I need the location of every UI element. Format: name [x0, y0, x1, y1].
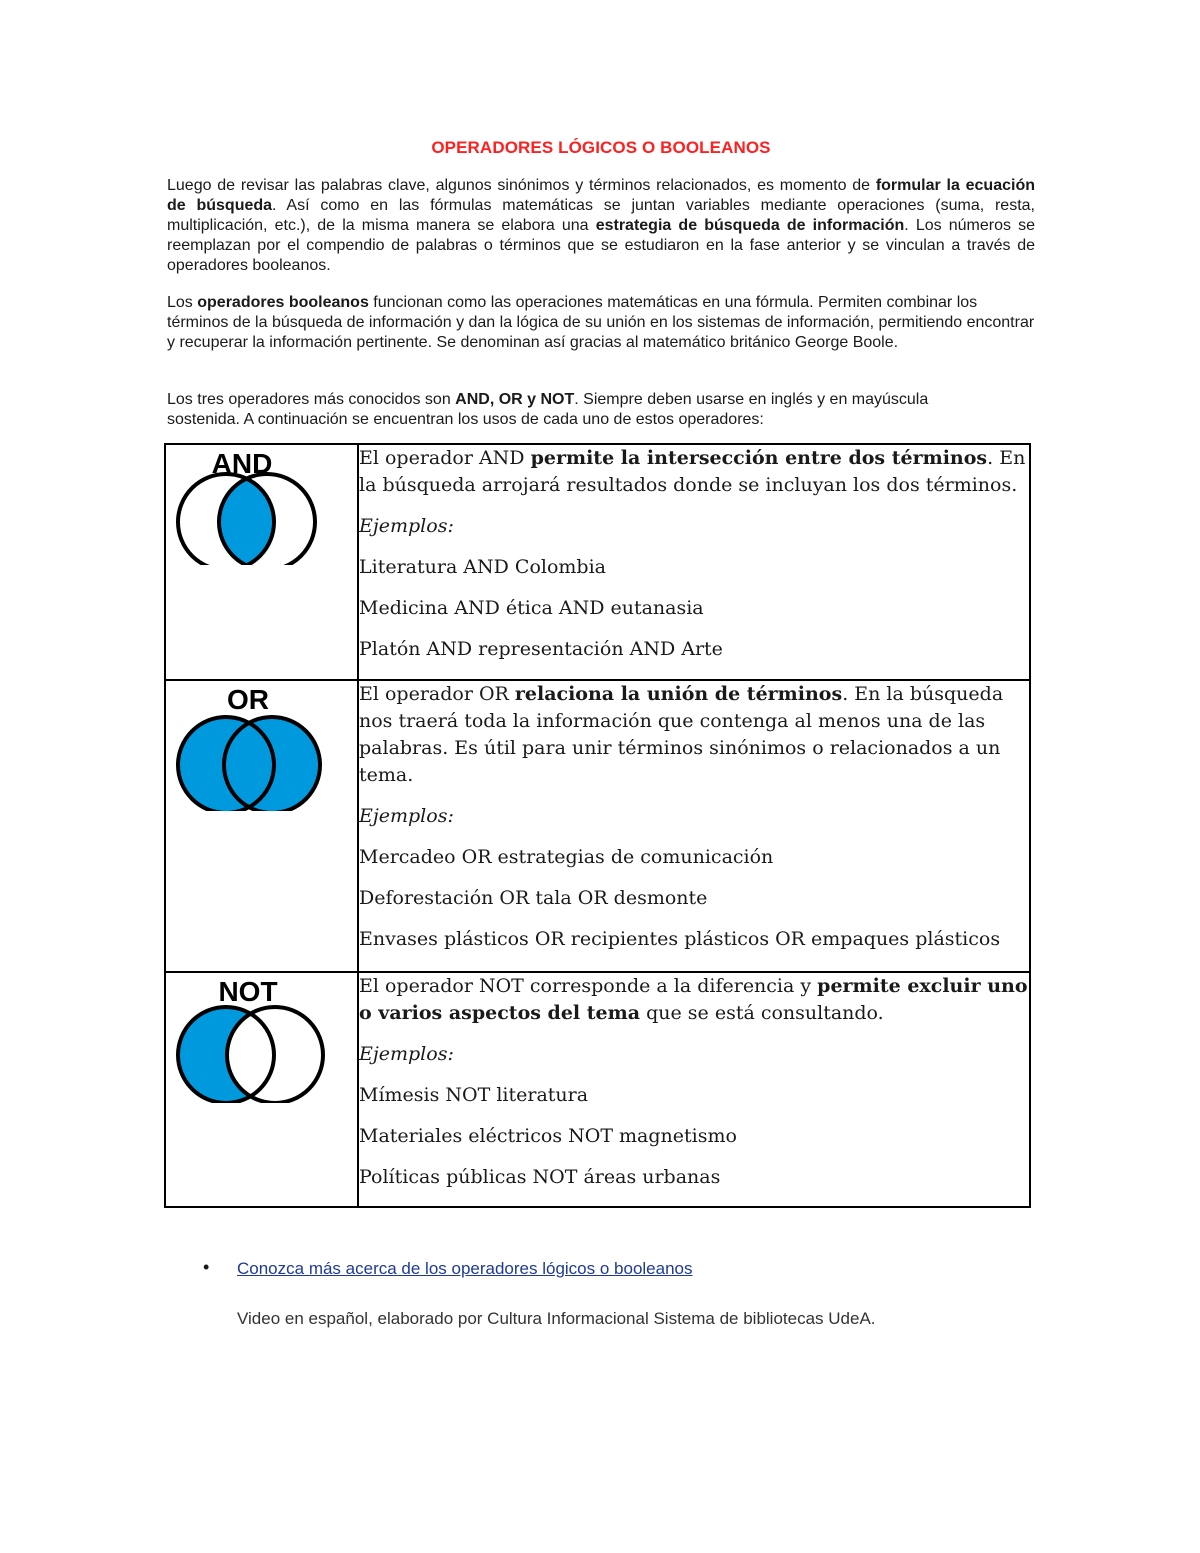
table-row-and	[165, 444, 1030, 680]
and-desc-text-1: El operador AND	[359, 447, 531, 469]
three-bold: AND, OR y NOT	[455, 391, 575, 408]
or-example-1: Mercadeo OR estrategias de comunicación	[359, 846, 774, 868]
intro-bold-1: formular la ecuación de búsqueda	[167, 177, 1035, 214]
operators-bold: operadores booleanos	[197, 294, 369, 311]
not-example-3: Políticas públicas NOT áreas urbanas	[359, 1166, 721, 1188]
or-desc-text-2: . En la búsqueda nos traerá toda la información que contenga al menos una de las palabras. Es útil para unir términos sinónimos o relacionados a un tema.	[359, 683, 1004, 786]
not-diagram-label: NOT	[218, 976, 278, 1007]
and-examples-label: Ejemplos:	[359, 515, 454, 537]
three-text-2: . Siempre deben usarse en inglés y en mayúscula	[574, 391, 929, 408]
venn-intersection-icon	[166, 445, 357, 565]
not-description	[359, 973, 1029, 1027]
or-example-2: Deforestación OR tala OR desmonte	[359, 887, 708, 909]
three-text-3: sostenida. A continuación se encuentran los usos de cada uno de estos operadores:	[167, 411, 764, 428]
or-examples-label: Ejemplos:	[359, 805, 454, 827]
intro-text-3: . Los números se reemplazan por el compendio de palabras o términos que se estudiaron en la fase anterior y se vinculan a través de operadores booleanos.	[167, 217, 1035, 274]
or-diagram-cell	[165, 680, 358, 972]
video-note: Video en español, elaborado por Cultura Informacional Sistema de bibliotecas UdeA.	[237, 1309, 876, 1328]
and-desc-bold: permite la intersección entre dos términos	[530, 447, 988, 469]
not-desc-text-2: que se está consultando.	[640, 1002, 884, 1024]
or-description	[359, 681, 1029, 789]
and-example-3: Platón AND representación AND Arte	[359, 638, 723, 660]
operators-paragraph	[167, 293, 1035, 353]
or-example-3: Envases plásticos OR recipientes plásticos OR empaques plásticos	[359, 928, 1001, 950]
venn-union-icon	[166, 681, 357, 811]
list-item	[203, 1258, 693, 1280]
not-desc-bold: permite excluir uno o varios aspectos del tema	[359, 975, 1028, 1024]
and-example-1: Literatura AND Colombia	[359, 556, 606, 578]
three-text-1: Los tres operadores más conocidos son	[167, 391, 456, 408]
intro-paragraph	[167, 176, 1035, 276]
not-example-2: Materiales eléctricos NOT magnetismo	[359, 1125, 737, 1147]
bullet-icon: •	[203, 1257, 210, 1277]
or-desc-text-1: El operador OR	[359, 683, 515, 705]
or-desc-bold: relaciona la unión de términos	[514, 683, 843, 705]
intro-text-2: . Así como en las fórmulas matemáticas se juntan variables mediante operaciones (suma, resta, multiplicación, etc.), de la misma manera se elabora una	[167, 197, 1035, 234]
table-row-not	[165, 972, 1030, 1207]
not-desc-text-1: El operador NOT corresponde a la diferencia y	[359, 975, 818, 997]
intro-bold-2: estrategia de búsqueda de información	[595, 217, 905, 234]
not-example-1: Mímesis NOT literatura	[359, 1084, 589, 1106]
or-diagram-label: OR	[227, 684, 269, 715]
table-row-or	[165, 680, 1030, 972]
and-description-cell	[358, 444, 1030, 680]
operators-text-1: Los	[167, 294, 198, 311]
not-description-cell	[358, 972, 1030, 1207]
or-description-cell	[358, 680, 1030, 972]
not-diagram-cell	[165, 972, 358, 1207]
operators-table	[164, 443, 1031, 1208]
three-operators-paragraph	[167, 390, 1035, 430]
document-title: OPERADORES LÓGICOS O BOOLEANOS	[431, 138, 771, 157]
venn-difference-icon	[166, 973, 357, 1103]
operators-text-2: funcionan como las operaciones matemáticas en una fórmula. Permiten combinar los términos de la búsqueda de información y dan la lógica de su unión en los sistemas de información, permitiendo encontrar y recuperar la información pertinente. Se denominan así gracias al matemático británico George Boole.	[167, 294, 1035, 351]
resources-list	[203, 1258, 693, 1280]
operators-video-link[interactable]: Conozca más acerca de los operadores lógicos o booleanos	[237, 1259, 693, 1278]
not-examples-label: Ejemplos:	[359, 1043, 454, 1065]
and-description	[359, 445, 1029, 499]
and-desc-text-2: . En la búsqueda arrojará resultados donde se incluyan los dos términos.	[359, 447, 1026, 496]
and-example-2: Medicina AND ética AND eutanasia	[359, 597, 704, 619]
intro-text-1: Luego de revisar las palabras clave, algunos sinónimos y términos relacionados, es momento de	[167, 177, 876, 194]
and-diagram-cell	[165, 444, 358, 680]
and-diagram-label: AND	[211, 448, 273, 479]
